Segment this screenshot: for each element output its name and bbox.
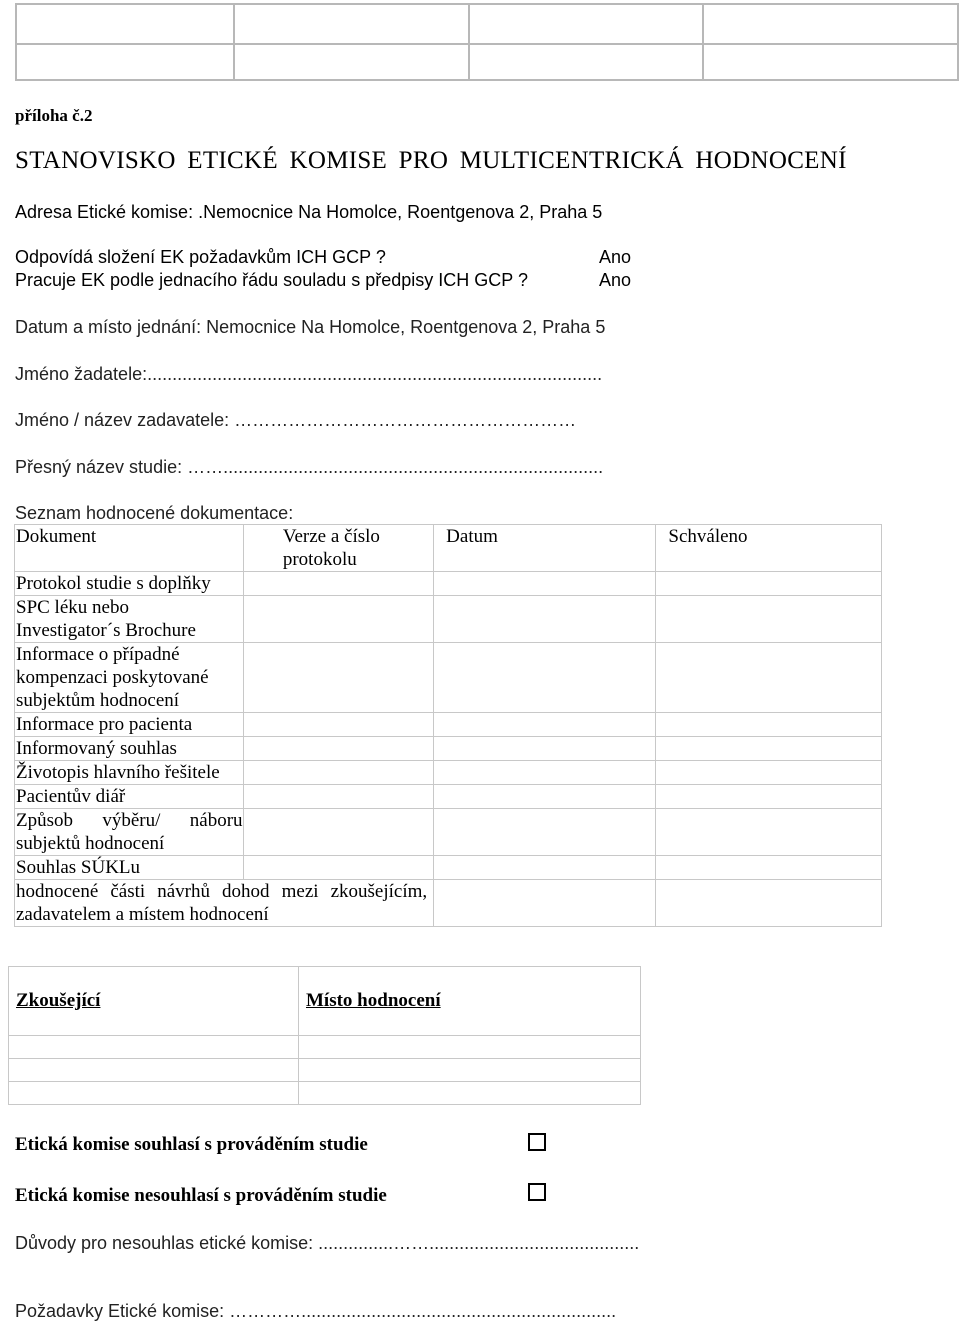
header-cell [469, 44, 703, 80]
table-row [15, 737, 882, 761]
header-cell [703, 4, 958, 44]
sponsor-dots: ………………………………………………… [234, 410, 577, 430]
col-header-investigator: Zkoušející [9, 967, 299, 1036]
table-row [15, 713, 882, 737]
header-empty-table [15, 3, 959, 81]
table-row [9, 1059, 641, 1082]
disagree-label: Etická komise nesouhlasí s prováděním studie [15, 1185, 387, 1206]
document-cell: Informace o případné kompenzaci poskytované subjektům hodnocení [15, 643, 244, 713]
col-header-site: Místo hodnocení [299, 967, 641, 1036]
study-dots: ……............................................................................ [187, 457, 604, 477]
sites-table [8, 966, 641, 1105]
document-cell: Způsob výběru/ náboru subjektů hodnocení [16, 810, 243, 854]
document-cell: Životopis hlavního řešitele [15, 761, 244, 785]
document-cell: hodnocené části návrhů dohod mezi zkoušejícím, zadavatelem a místem hodnocení [15, 880, 434, 927]
document-cell: Informovaný souhlas [15, 737, 244, 761]
agree-label: Etická komise souhlasí s prováděním studie [15, 1134, 368, 1155]
docs-heading: Seznam hodnocené dokumentace: [15, 503, 294, 523]
address-value: .Nemocnice Na Homolce, Roentgenova 2, Praha 5 [198, 202, 603, 222]
study-line [15, 457, 603, 478]
document-cell: Souhlas SÚKLu [15, 856, 244, 880]
col-header-date: Datum [434, 525, 656, 572]
requirements-line [15, 1301, 616, 1322]
answer-rules: Ano [599, 270, 632, 290]
header-cell [234, 4, 469, 44]
document-cell: Protokol studie s doplňky [15, 572, 244, 596]
table-row [15, 785, 882, 809]
header-cell [16, 44, 234, 80]
page-title: STANOVISKO ETICKÉ KOMISE PRO MULTICENTRICKÁ HODNOCENÍ [15, 147, 847, 174]
table-header-row [9, 967, 641, 1036]
answer-composition: Ano [599, 247, 632, 267]
meeting-label: Datum a místo jednání: [15, 317, 202, 337]
requirements-label: Požadavky Etické komise: [15, 1301, 225, 1321]
sponsor-line [15, 410, 576, 431]
col-header-document: Dokument [15, 525, 244, 572]
document-cell: Pacientův diář [15, 785, 244, 809]
applicant-line: Jméno žadatele:........................................................................................... [15, 364, 603, 384]
question-composition: Odpovídá složení EK požadavkům ICH GCP ? [15, 247, 386, 267]
document-cell: Informace pro pacienta [15, 713, 244, 737]
col-header-approved: Schváleno [656, 525, 882, 572]
table-row [15, 643, 882, 713]
table-row [15, 761, 882, 785]
question-rules: Pracuje EK podle jednacího řádu souladu s předpisy ICH GCP ? [15, 270, 528, 290]
header-cell [469, 4, 703, 44]
table-row [9, 1082, 641, 1105]
agree-checkbox-icon[interactable] [528, 1133, 546, 1151]
header-cell [16, 4, 234, 44]
document-cell: SPC léku nebo Investigator´s Brochure [15, 596, 244, 643]
sponsor-label: Jméno / název zadavatele: [15, 410, 230, 430]
requirements-dots: …………............................................................... [229, 1301, 617, 1321]
meeting-value: Nemocnice Na Homolce, Roentgenova 2, Praha 5 [206, 317, 606, 337]
annex-label: příloha č.2 [15, 106, 93, 125]
table-row [15, 809, 882, 856]
table-row [15, 856, 882, 880]
table-header-row [15, 525, 882, 572]
table-row [9, 1036, 641, 1059]
table-row [15, 880, 882, 927]
table-row [15, 596, 882, 643]
disagree-checkbox-icon[interactable] [528, 1183, 546, 1201]
address-label: Adresa Etické komise: [15, 202, 194, 222]
reasons-line: Důvody pro nesouhlas etické komise: ...............…….......................................... [15, 1233, 640, 1253]
meeting-line [15, 317, 605, 338]
address-line [15, 202, 602, 223]
study-label: Přesný název studie: [15, 457, 183, 477]
table-row [15, 572, 882, 596]
header-cell [703, 44, 958, 80]
header-cell [234, 44, 469, 80]
documents-table [14, 524, 882, 927]
col-header-version: Verze a číslo protokolu [243, 525, 434, 572]
